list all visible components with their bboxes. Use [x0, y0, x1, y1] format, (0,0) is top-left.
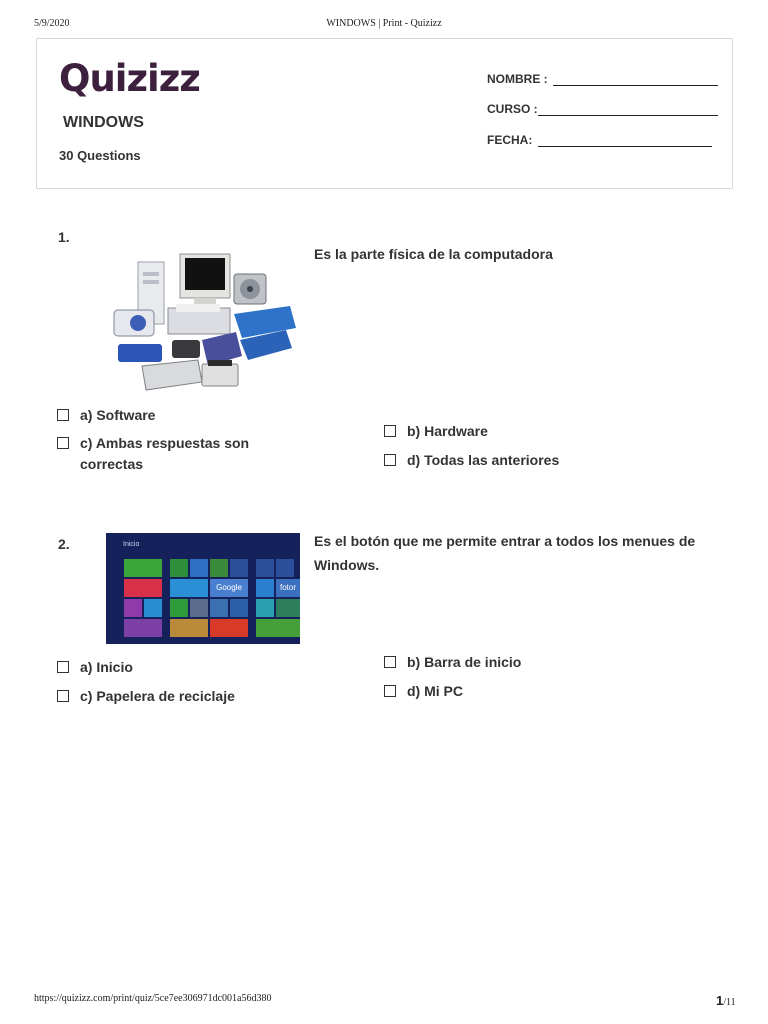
question-2-text-line2: Windows.	[314, 557, 380, 573]
print-date: 5/9/2020	[34, 18, 70, 29]
fotor-tile: fotor	[276, 579, 300, 597]
q1-option-b[interactable]	[384, 421, 488, 442]
question-2-text	[314, 529, 695, 577]
nombre-line	[553, 85, 718, 86]
nombre-label: NOMBRE :	[487, 72, 548, 86]
windows-start-screen-image	[106, 533, 300, 644]
q2-option-c-label: c) Papelera de reciclaje	[80, 688, 235, 704]
q2-option-a-label: a) Inicio	[80, 659, 133, 675]
curso-label: CURSO :	[487, 102, 538, 116]
q1-option-d-label: d) Todas las anteriores	[407, 452, 560, 468]
q1-option-b-checkbox[interactable]	[384, 425, 396, 437]
start-screen-title: Inicio	[123, 541, 140, 548]
print-header	[0, 18, 768, 32]
question-1-text: Es la parte física de la computadora	[314, 246, 553, 262]
quizizz-logo: Quizizz	[59, 57, 200, 100]
q2-option-b-label: b) Barra de inicio	[407, 654, 522, 670]
q1-option-c-line2: correctas	[80, 456, 144, 472]
question-2-text-line1: Es el botón que me permite entrar a todos los menues de	[314, 533, 696, 549]
quiz-header-card	[36, 38, 733, 189]
curso-line	[538, 115, 718, 116]
page-indicator	[716, 993, 736, 1008]
question-2-number: 2.	[58, 536, 70, 552]
q2-option-d-label: d) Mi PC	[407, 683, 463, 699]
q2-option-c-checkbox[interactable]	[57, 690, 69, 702]
q1-option-a-checkbox[interactable]	[57, 409, 69, 421]
footer-url: https://quizizz.com/print/quiz/5ce7ee306971dc001a56d380	[34, 993, 272, 1004]
q1-option-c[interactable]	[57, 433, 249, 475]
q2-option-a[interactable]	[57, 657, 133, 678]
q2-option-a-checkbox[interactable]	[57, 661, 69, 673]
quiz-title: WINDOWS	[63, 114, 144, 131]
q1-option-d-checkbox[interactable]	[384, 454, 396, 466]
google-tile: Google	[210, 579, 248, 597]
curso-field	[487, 102, 538, 116]
print-title: WINDOWS | Print - Quizizz	[326, 18, 442, 29]
q2-option-d-checkbox[interactable]	[384, 685, 396, 697]
q2-option-b[interactable]	[384, 652, 521, 673]
q1-option-c-line1: c) Ambas respuestas son	[80, 435, 250, 451]
q1-option-c-checkbox[interactable]	[57, 437, 69, 449]
q1-option-d[interactable]	[384, 450, 559, 471]
fecha-line	[538, 146, 712, 147]
q2-option-d[interactable]	[384, 681, 463, 702]
q1-option-a[interactable]	[57, 405, 155, 426]
q1-option-b-label: b) Hardware	[407, 423, 488, 439]
q1-option-c-label	[80, 433, 249, 475]
nombre-field	[487, 72, 548, 86]
q2-option-c[interactable]	[57, 686, 235, 707]
fecha-field	[487, 133, 532, 147]
page-current: 1	[716, 993, 724, 1008]
fecha-label: FECHA:	[487, 133, 533, 147]
question-1-number: 1.	[58, 229, 70, 245]
q2-option-b-checkbox[interactable]	[384, 656, 396, 668]
computer-hardware-image	[110, 248, 298, 398]
page-total: /11	[723, 997, 736, 1008]
q1-option-a-label: a) Software	[80, 407, 156, 423]
question-count: 30 Questions	[59, 148, 141, 163]
